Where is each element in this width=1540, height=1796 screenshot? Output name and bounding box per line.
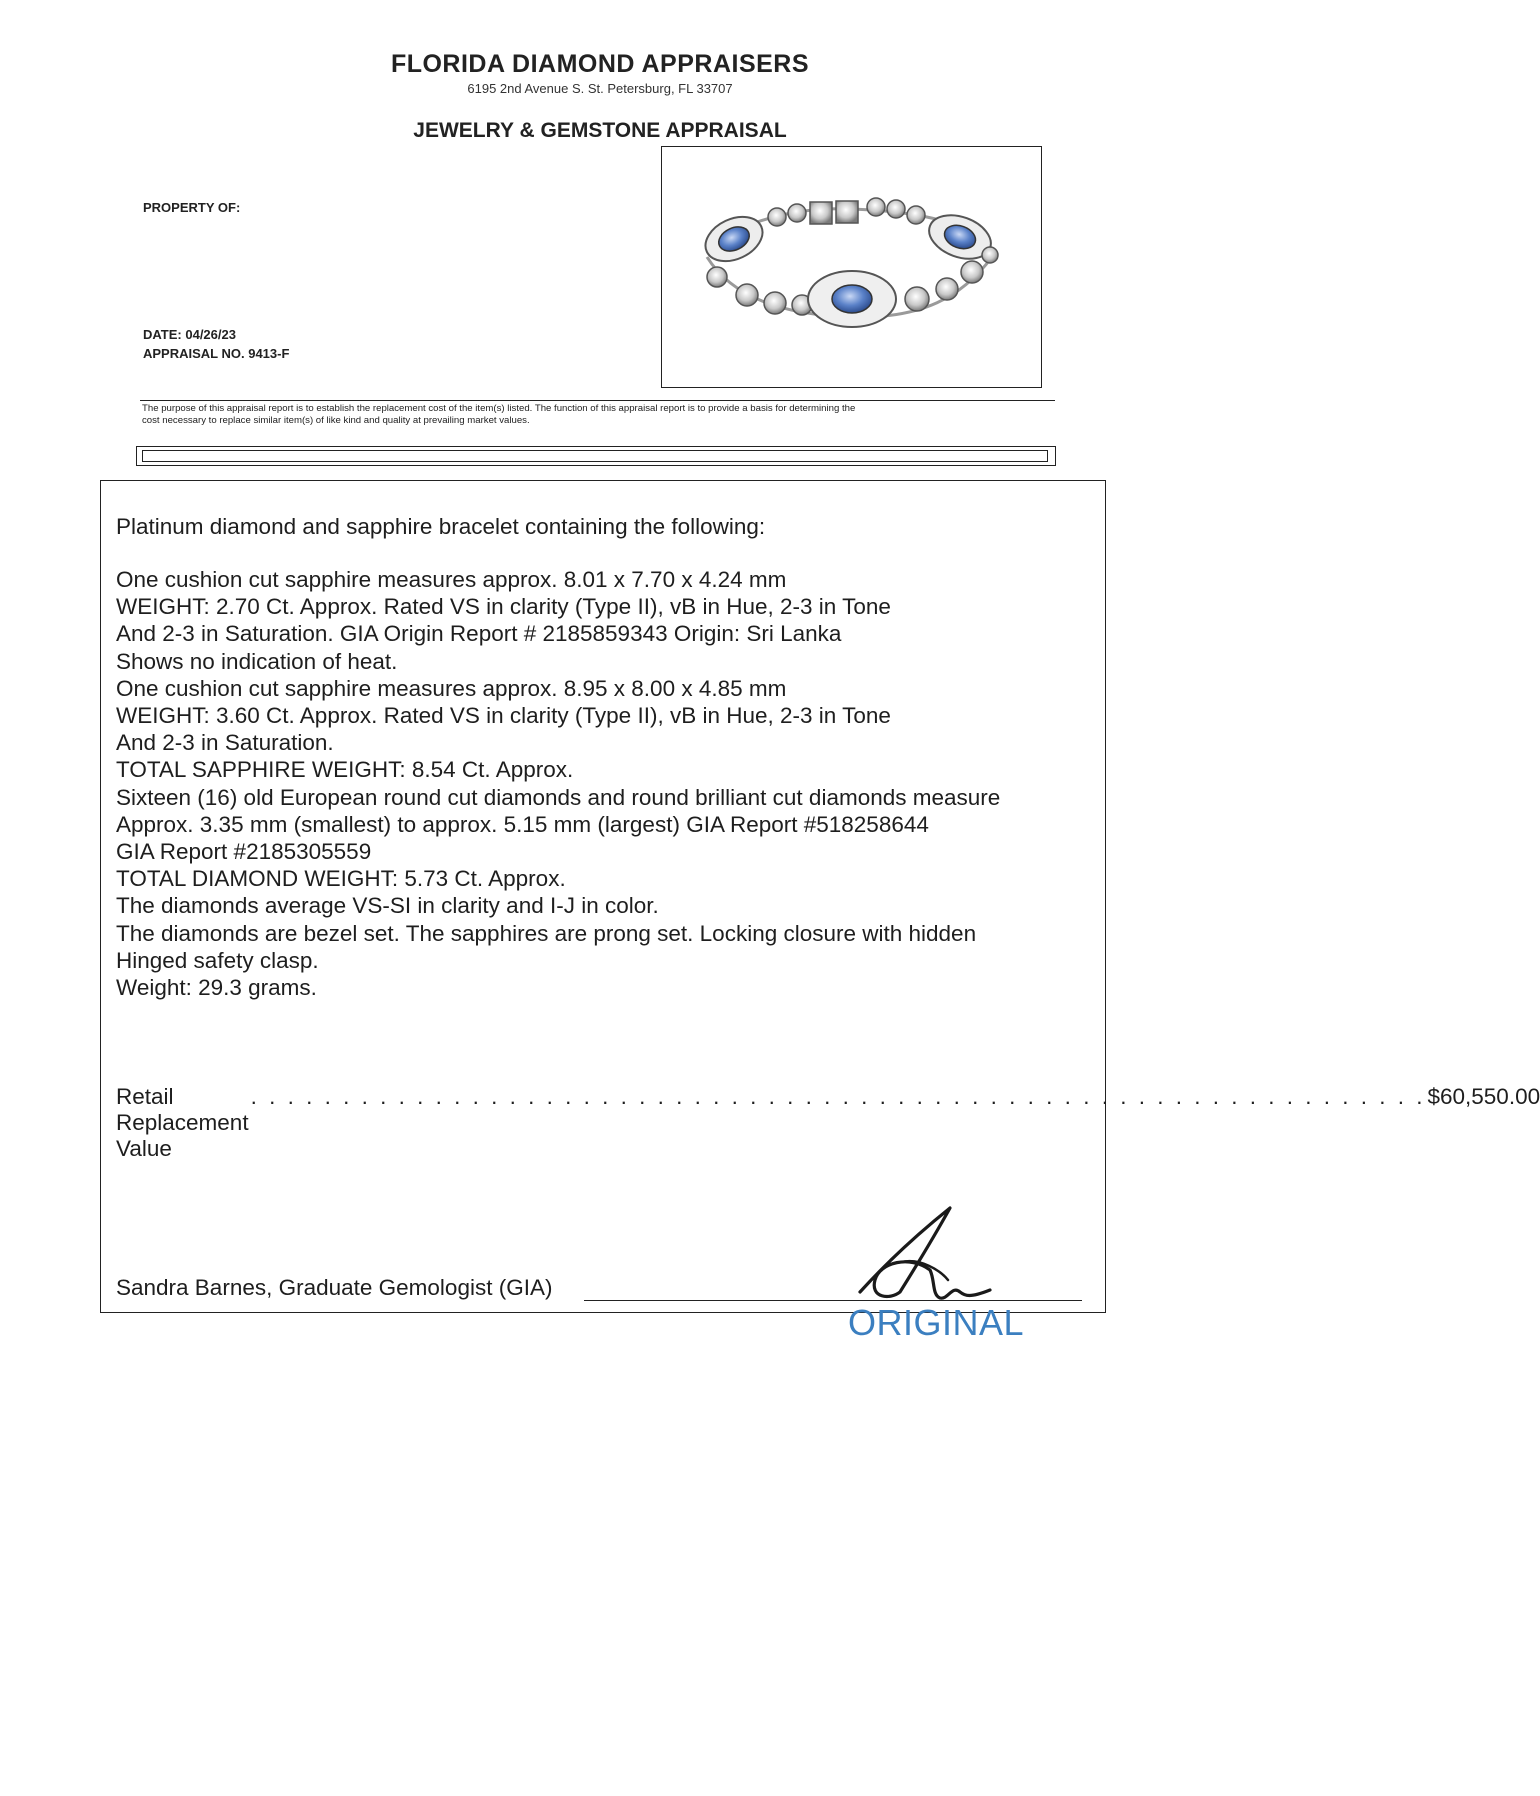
description-line: One cushion cut sapphire measures approx. 8.01 x 7.70 x 4.24 mm — [116, 567, 787, 592]
description-line: GIA Report #2185305559 — [116, 839, 372, 865]
description-line: The diamonds average VS-SI in clarity and I-J in color. — [116, 893, 659, 919]
bracelet-photo — [662, 147, 1040, 386]
handwritten-signature — [840, 1200, 1010, 1315]
item-description — [116, 566, 1096, 1001]
replacement-value-label: Retail Replacement Value — [116, 1084, 249, 1161]
item-intro: Platinum diamond and sapphire bracelet containing the following: — [116, 514, 766, 539]
description-line: And 2-3 in Saturation. — [116, 730, 334, 756]
description-line: Hinged safety clasp. — [116, 947, 319, 973]
description-line: One cushion cut sapphire measures approx. 8.95 x 8.00 x 4.85 mm — [116, 675, 787, 701]
original-stamp: ORIGINAL — [848, 1302, 1025, 1343]
description-line: Weight: 29.3 grams. — [116, 975, 317, 1001]
description-line: TOTAL SAPPHIRE WEIGHT: 8.54 Ct. Approx. — [116, 757, 574, 783]
company-address: 6195 2nd Avenue S. St. Petersburg, FL 33707 — [467, 81, 733, 96]
replacement-value-amount: $60,550.00 — [1427, 1084, 1540, 1109]
description-line: And 2-3 in Saturation. GIA Origin Report # 2185859343 Origin: Sri Lanka — [116, 621, 842, 647]
purpose-rule — [140, 400, 1055, 401]
purpose-line-2: cost necessary to replace similar item(s) of like kind and quality at prevailing market values. — [142, 415, 530, 426]
document-title: JEWELRY & GEMSTONE APPRAISAL — [413, 119, 787, 142]
leader-dots: . . . . . . . . . . . . . . . . . . . . . . . . . . . . . . . . . . . . . . . . . . . . . . . . . . . . . . . . . . . . . . . . — [250, 1084, 1426, 1109]
description-line: TOTAL DIAMOND WEIGHT: 5.73 Ct. Approx. — [116, 866, 566, 892]
purpose-statement — [142, 403, 1052, 427]
appraisal-date: DATE: 04/26/23 — [143, 327, 236, 342]
description-line: The diamonds are bezel set. The sapphires are prong set. Locking closure with hidden — [116, 920, 977, 946]
replacement-value-row — [116, 1084, 1540, 1162]
item-photo-frame — [661, 146, 1042, 388]
description-line: Approx. 3.35 mm (smallest) to approx. 5.15 mm (largest) GIA Report #518258644 — [116, 811, 929, 837]
separator-bar-inner — [142, 450, 1048, 462]
property-label: PROPERTY OF: — [143, 200, 241, 215]
purpose-line-1: The purpose of this appraisal report is to establish the replacement cost of the item(s) listed. The function of this appraisal report is to provide a basis for determining the — [142, 403, 856, 414]
description-line: WEIGHT: 3.60 Ct. Approx. Rated VS in clarity (Type II), vB in Hue, 2-3 in Tone — [116, 703, 891, 729]
description-line: WEIGHT: 2.70 Ct. Approx. Rated VS in clarity (Type II), vB in Hue, 2-3 in Tone — [116, 594, 891, 620]
company-name: FLORIDA DIAMOND APPRAISERS — [390, 50, 810, 78]
appraiser-name: Sandra Barnes, Graduate Gemologist (GIA) — [116, 1275, 553, 1300]
description-line: Shows no indication of heat. — [116, 648, 398, 674]
description-line: Sixteen (16) old European round cut diamonds and round brilliant cut diamonds measure — [116, 784, 1001, 810]
appraisal-number: APPRAISAL NO. 9413-F — [143, 346, 290, 361]
